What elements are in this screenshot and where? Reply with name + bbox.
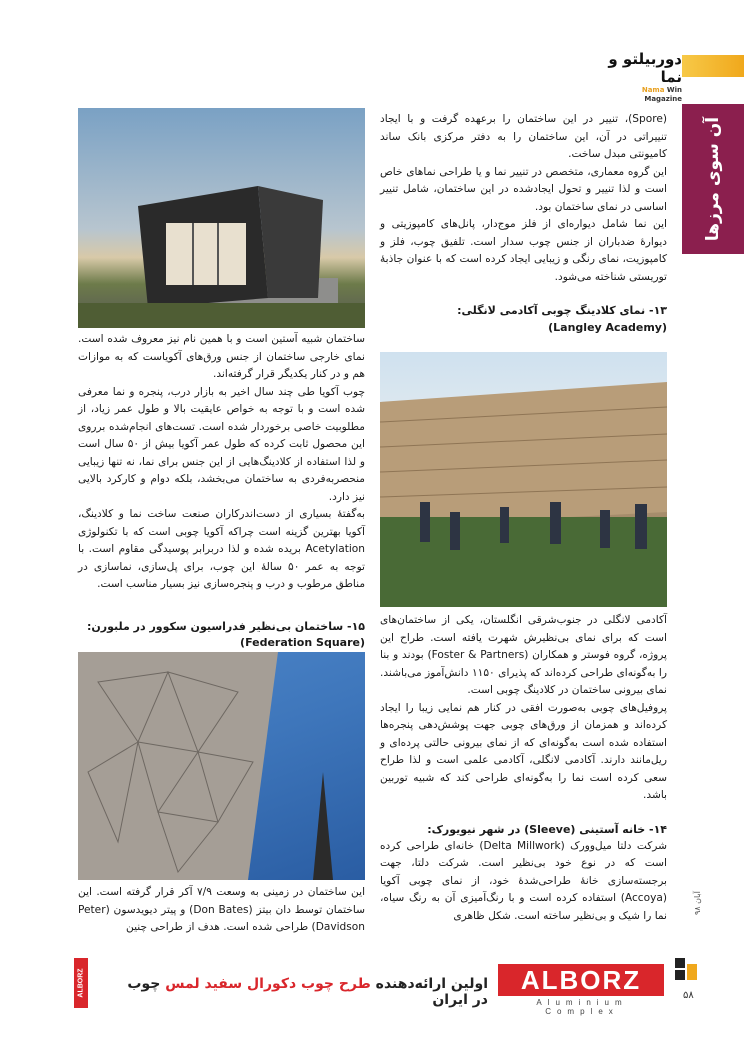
left-column-bottom <box>78 884 365 937</box>
sleeve-house-photo <box>78 108 365 328</box>
section-tab <box>682 104 744 254</box>
paragraph: این نما شامل دیواره‌ای از فلز موج‌دار، پانل‌های کامپوزیتی و دیوارهٔ ضدباران از جنس چوب سدار است. تلفیق چوب، فلز و کامپوزیت، نمای رنگی و زیبایی ایجاد کرده است که با عنوان جاذبهٔ توریستی شناخته می‌شود. <box>380 218 667 283</box>
federation-square-photo <box>78 652 365 880</box>
heading-13-en: (Langley Academy) <box>548 321 667 334</box>
paragraph: (Spore)، تنییر در این ساختمان را برعهده گرفت و با ایجاد تنییراتی در آن، این ساختمان را به دفتر مرکزی بانک ساند کامیونتی مبدل ساخت. <box>380 113 667 160</box>
footer-squares-icon <box>675 958 699 982</box>
langley-academy-illustration <box>380 352 667 607</box>
left-column-top <box>78 331 365 594</box>
side-brand-tag: ALBORZ <box>74 958 88 1008</box>
left-column-heading-en <box>78 634 365 651</box>
langley-academy-photo <box>380 352 667 607</box>
footer-slogan: اولین ارائه‌دهنده طرح چوب دکورال سفید لمس چوب در ایران <box>127 976 488 1008</box>
paragraph: شرکت دلتا میل‌وورک (Delta Millwork) خانه‌ای طراحی کرده است که در نوع خود بی‌نظیر است. شرکت دلتا، جهت برجسته‌سازی خانهٔ طراحی‌شدهٔ خود، از نمای چوبی آکویا (Accoya) استفاده کرده است و با رنگ‌آمیزی آن به رنگ سیاه، نما را شیک و بی‌نظیر ساخته است. شکل ظاهری <box>380 839 667 922</box>
sleeve-house-illustration <box>78 108 365 328</box>
heading-15: ۱۵- ساختمان بی‌نظیر فدراسیون سکوور در ملبورن: <box>87 620 365 633</box>
heading-14: ۱۴- خانه آستینی (Sleeve) در شهر نیویورک: <box>427 822 667 836</box>
alborz-logo: ALBORZ <box>498 964 664 996</box>
federation-square-illustration <box>78 652 365 880</box>
magazine-logo <box>602 50 682 103</box>
paragraph: این گروه معماری، متخصص در تنییر نما و یا طراحی نماهای خاص است و لذا تنییر و تحول ایجادشده در این ساختمان، شامل تنییر اساسی در نمای ساختمان بود. <box>380 165 667 213</box>
magazine-logo-fa: دوربیلتو و نما <box>608 50 682 86</box>
page-number: ۵۸ <box>683 990 694 1001</box>
issue-date: آبان ۹۸ <box>693 891 702 915</box>
heading-15-en: (Federation Square) <box>240 636 365 649</box>
magazine-logo-en: Nama Win Magazine <box>641 86 682 103</box>
right-column-bottom <box>380 612 667 925</box>
paragraph: به‌گفتهٔ بسیاری از دست‌اندرکاران صنعت ساخت نما و کلادینگ، آکویا بهترین گزینه است چراکه آکویا چوبی است که با تکنولوژی Acetylation بریده شده و لذا دربرابر پوسیدگی مقاوم است. با توجه به عمر ۵۰ سالهٔ این چوب، برای پل‌سازی، نماسازی در مناطق مرطوب و درب و پنجره‌سازی نیز بسیار مناسب است. <box>78 508 365 590</box>
left-column-heading <box>78 618 365 635</box>
paragraph: آکادمی لانگلی در جنوب‌شرقی انگلستان، یکی از ساختمان‌های است که برای نمای بی‌نظیرش شهرت یافته است. طراح این پروژه، گروه فوستر و همکاران (Foster & Partners) بودند و بنا را به‌گونه‌ای طراحی کرده‌اند که پذیرای ۱۱۵۰ دانش‌آموز می‌باشند. نمای بیرونی ساختمان در کلادینگ چوبی است. <box>380 614 668 696</box>
logo-color-strip <box>682 55 744 77</box>
paragraph: این ساختمان در زمینی به وسعت ۷/۹ آکر قرار گرفته است. این ساختمان توسط دان بیتز (Don Bates) و پیتر دیویدسون (Peter Davidson) طراحی شده است. هدف از طراحی چنین <box>78 886 366 933</box>
heading-13: ۱۳- نمای کلادینگ چوبی آکادمی لانگلی: <box>457 304 667 317</box>
section-tab-label: آن سوی مرزها <box>703 116 723 242</box>
paragraph: ساختمان شبیه آستین است و با همین نام نیز معروف شده است. نمای خارجی ساختمان از جنس ورق‌های آکویاست که به موازات هم و در کنار یکدیگر قرار گرفته‌اند. <box>78 333 365 380</box>
alborz-logo-subtitle: Aluminium Complex <box>536 998 628 1016</box>
paragraph: چوب آکویا طی چند سال اخیر به بازار درب، پنجره و نما معرفی شده است و با توجه به خواص عایقیت بالا و طول عمر زیاد، از مطلوبیت خاصی برخوردار شده است. تست‌های انجام‌شده برروی این محصول ثابت کرده که طول عمر آکویا بیش از ۵۰ سال است و لذا استفاده از کلادینگ‌هایی از این جنس برای نما، نه تنها زیبایی منحصربه‌فردی به ساختمان می‌بخشد، بلکه دوام و کارکرد بالایی نیز دارد. <box>78 385 365 503</box>
right-column-top <box>380 111 667 336</box>
paragraph: پروفیل‌های چوبی به‌صورت افقی در کنار هم نمایی زیبا را ایجاد کرده‌اند و همزمان از ورق‌های چوبی جهت پوشش‌دهی پنجره‌ها استفاده شده است به‌گونه‌ای که از نمای بیرونی حالتی پرده‌ای و ریل‌مانند دارند. آکادمی لانگلی، آکادمی علمی است و لذا طراح سعی کرده است نما را به‌گونه‌ای طراحی کند که شبیه توربین باشد. <box>380 701 667 801</box>
